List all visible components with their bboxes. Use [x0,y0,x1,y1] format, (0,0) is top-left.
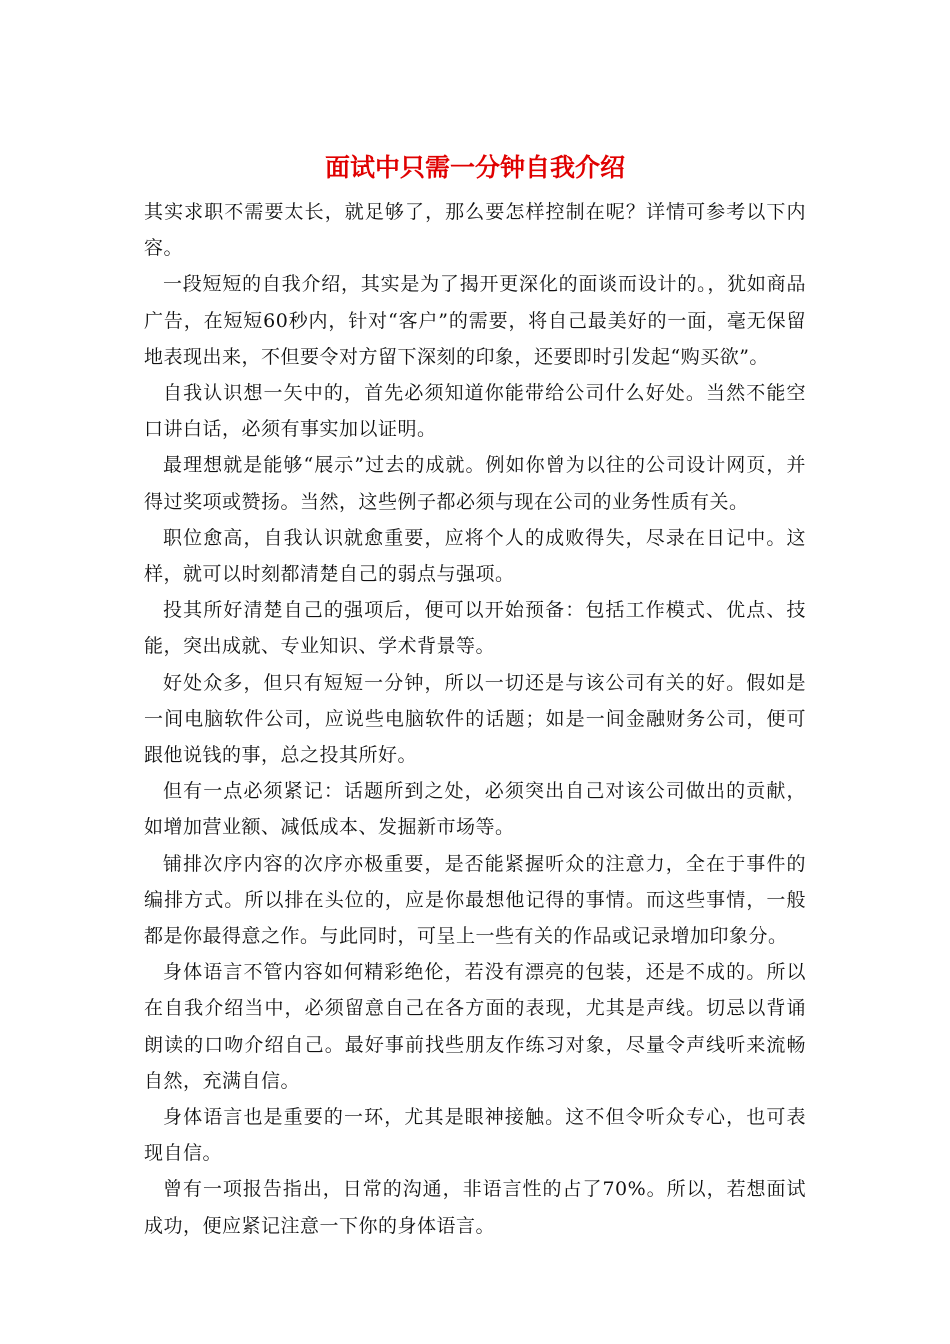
paragraph-7: 好处众多，但只有短短一分钟，所以一切还是与该公司有关的好。假如是一间电脑软件公司，应说些电脑软件的话题；如是一间金融财务公司，便可跟他说钱的事，总之投其所好。 [144,671,806,767]
paragraph-6: 投其所好清楚自己的强项后，便可以开始预备：包括工作模式、优点、技能，突出成就、专业知识、学术背景等。 [144,599,806,658]
paragraph-3: 自我认识想一矢中的，首先必须知道你能带给公司什么好处。当然不能空口讲白话，必须有事实加以证明。 [144,382,806,441]
paragraph-11: 身体语言也是重要的一环，尤其是眼神接触。这不但令听众专心，也可表现自信。 [144,1106,806,1165]
paragraph-9: 铺排次序内容的次序亦极重要，是否能紧握听众的注意力，全在于事件的编排方式。所以排在头位的，应是你最想他记得的事情。而这些事情，一般都是你最得意之作。与此同时，可呈上一些有关的作品或记录增加印象分。 [144,852,806,948]
paragraph-1: 其实求职不需要太长，就足够了，那么要怎样控制在呢？详情可参考以下内容。 [144,201,806,260]
document-title: 面试中只需一分钟自我介绍 [324,153,625,182]
paragraph-2: 一段短短的自我介绍，其实是为了揭开更深化的面谈而设计的。，犹如商品广告，在短短60秒内，针对“客户”的需要，将自己最美好的一面，毫无保留地表现出来，不但要令对方留下深刻的印象，还要即时引发起“购买欲”。 [144,273,806,368]
paragraph-10: 身体语言不管内容如何精彩绝伦，若没有漂亮的包装，还是不成的。所以在自我介绍当中，必须留意自己在各方面的表现，尤其是声线。切忌以背诵朗读的口吻介绍自己。最好事前找些朋友作练习对象，尽量令声线听来流畅自然，充满自信。 [144,961,806,1092]
document-body [144,194,806,1244]
paragraph-5: 职位愈高，自我认识就愈重要，应将个人的成败得失，尽录在日记中。这样，就可以时刻都清楚自己的弱点与强项。 [144,526,806,586]
paragraph-8: 但有一点必须紧记：话题所到之处，必须突出自己对该公司做出的贡献，如增加营业额、减低成本、发掘新市场等。 [144,780,806,839]
paragraph-4: 最理想就是能够“展示”过去的成就。例如你曾为以往的公司设计网页，并得过奖项或赞扬。当然，这些例子都必须与现在公司的业务性质有关。 [144,454,806,513]
paragraph-12: 曾有一项报告指出，日常的沟通，非语言性的占了70%。所以，若想面试成功，便应紧记注意一下你的身体语言。 [144,1178,806,1237]
